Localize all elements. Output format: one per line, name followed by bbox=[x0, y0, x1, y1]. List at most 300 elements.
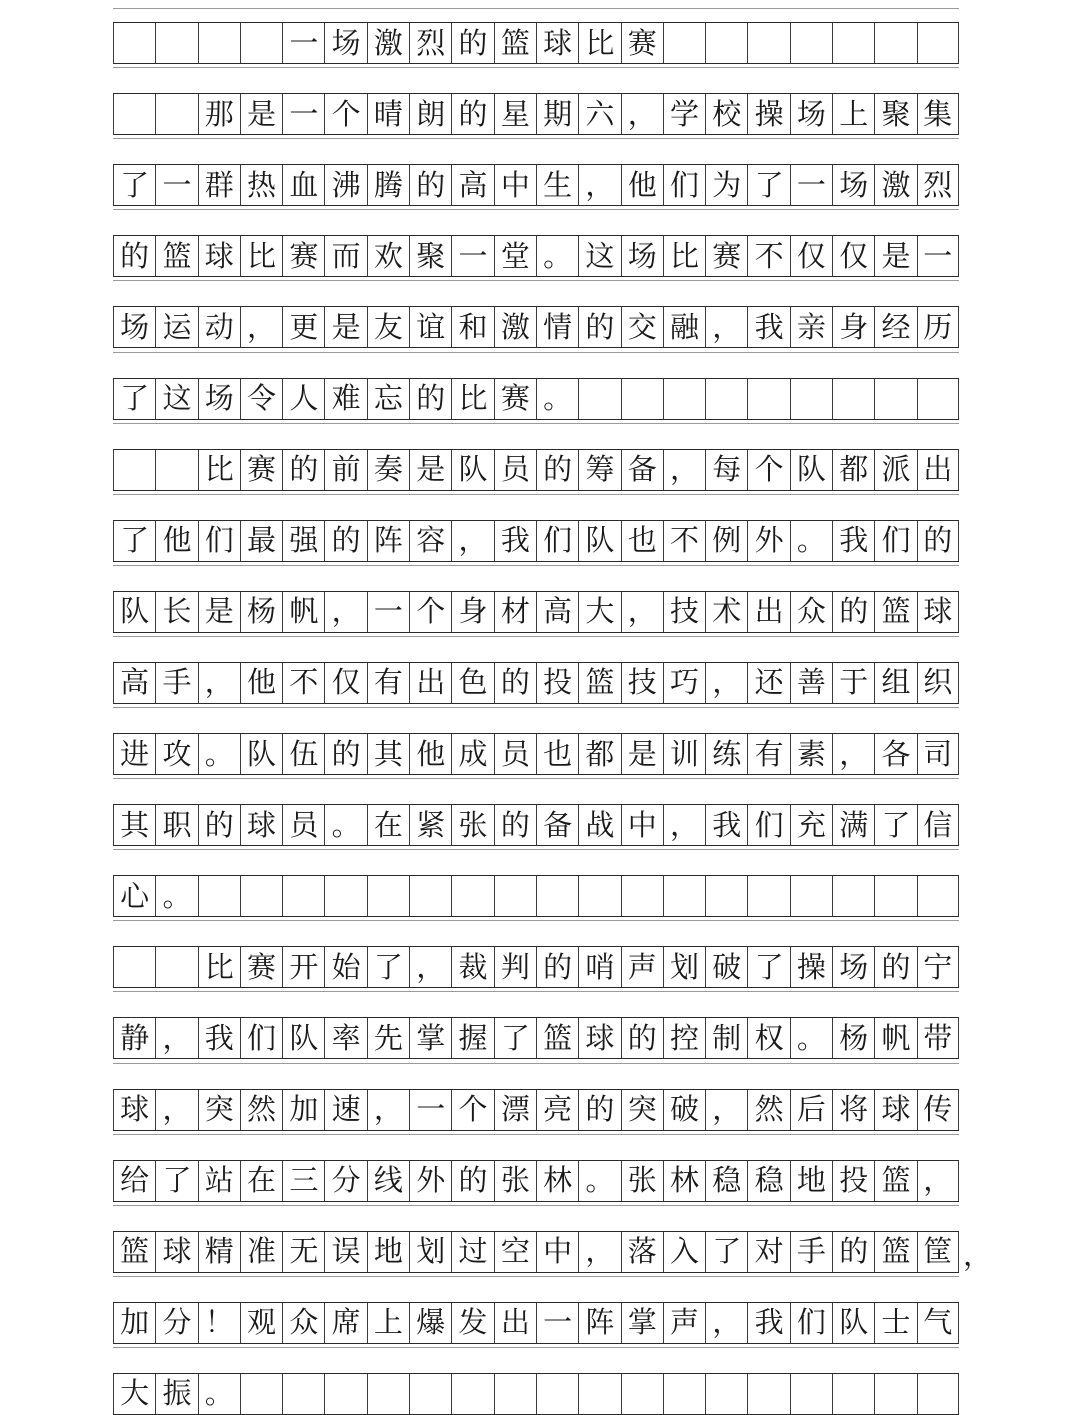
char-cell: 林 bbox=[536, 1161, 578, 1201]
char-cell: 满 bbox=[832, 805, 874, 845]
char-cell: 晴 bbox=[367, 94, 409, 134]
char-cell: 强 bbox=[282, 521, 324, 561]
char-cell: 高 bbox=[113, 663, 155, 703]
char-cell: 帆 bbox=[874, 1018, 916, 1058]
empty-grid-cell bbox=[536, 1374, 578, 1414]
char-cell: 气 bbox=[917, 1303, 959, 1343]
char-cell: 烈 bbox=[917, 165, 959, 205]
char-cell: 赛 bbox=[494, 379, 536, 419]
char-cell: 员 bbox=[494, 734, 536, 774]
char-cell: 最 bbox=[240, 521, 282, 561]
char-cell: 篮 bbox=[494, 23, 536, 63]
char-cell: 静 bbox=[113, 1018, 155, 1058]
char-cell: 了 bbox=[113, 379, 155, 419]
empty-grid-cell bbox=[113, 23, 155, 63]
char-cell: 场 bbox=[113, 307, 155, 347]
char-cell: 掌 bbox=[409, 1018, 451, 1058]
char-cell: 上 bbox=[367, 1303, 409, 1343]
char-cell: 出 bbox=[409, 663, 451, 703]
char-cell: 稳 bbox=[705, 1161, 747, 1201]
char-cell: 大 bbox=[578, 592, 620, 632]
char-cell: 高 bbox=[536, 592, 578, 632]
char-cell: 司 bbox=[917, 734, 959, 774]
char-cell: 历 bbox=[917, 307, 959, 347]
char-cell: 个 bbox=[747, 450, 789, 490]
char-cell: ， bbox=[621, 592, 663, 632]
char-cell: ， bbox=[578, 1232, 620, 1272]
char-cell: 。 bbox=[536, 236, 578, 276]
char-cell: 伍 bbox=[282, 734, 324, 774]
title-row bbox=[113, 22, 959, 64]
text-row bbox=[113, 1089, 959, 1131]
char-cell: 。 bbox=[578, 1161, 620, 1201]
char-cell: 亲 bbox=[790, 307, 832, 347]
char-cell: 成 bbox=[451, 734, 493, 774]
empty-grid-cell bbox=[705, 379, 747, 419]
char-cell: 训 bbox=[663, 734, 705, 774]
char-cell: 队 bbox=[451, 450, 493, 490]
char-cell: 球 bbox=[578, 1018, 620, 1058]
char-cell: 的 bbox=[282, 450, 324, 490]
char-cell: 集 bbox=[917, 94, 959, 134]
char-cell: 林 bbox=[663, 1161, 705, 1201]
char-cell: 阵 bbox=[578, 1303, 620, 1343]
char-cell: 一 bbox=[282, 23, 324, 63]
char-cell: 场 bbox=[621, 236, 663, 276]
empty-grid-cell bbox=[451, 1374, 493, 1414]
char-cell: 场 bbox=[790, 94, 832, 134]
empty-grid-cell bbox=[494, 876, 536, 916]
empty-grid-cell bbox=[874, 1374, 916, 1414]
char-cell: 仅 bbox=[790, 236, 832, 276]
char-cell: 不 bbox=[282, 663, 324, 703]
char-cell: 热 bbox=[240, 165, 282, 205]
empty-grid-cell bbox=[198, 876, 240, 916]
char-cell: 了 bbox=[747, 947, 789, 987]
char-cell: 是 bbox=[324, 307, 366, 347]
char-cell: 材 bbox=[494, 592, 536, 632]
char-cell: 忘 bbox=[367, 379, 409, 419]
char-cell: 分 bbox=[324, 1161, 366, 1201]
text-row bbox=[113, 733, 959, 775]
char-cell: 们 bbox=[663, 165, 705, 205]
char-cell: 了 bbox=[874, 805, 916, 845]
empty-grid-cell bbox=[155, 23, 197, 63]
char-cell: 还 bbox=[747, 663, 789, 703]
char-cell: 宁 bbox=[917, 947, 959, 987]
char-cell: 率 bbox=[324, 1018, 366, 1058]
char-cell: 了 bbox=[367, 947, 409, 987]
char-cell: 是 bbox=[621, 734, 663, 774]
grid-gap-line bbox=[113, 8, 959, 9]
char-cell: ， bbox=[367, 1090, 409, 1130]
char-cell: 操 bbox=[790, 947, 832, 987]
text-row bbox=[113, 1373, 959, 1415]
empty-grid-cell bbox=[282, 876, 324, 916]
empty-grid-cell bbox=[917, 876, 959, 916]
char-cell: 们 bbox=[536, 521, 578, 561]
char-cell: 一 bbox=[367, 592, 409, 632]
char-cell: 聚 bbox=[409, 236, 451, 276]
char-cell: 的 bbox=[324, 521, 366, 561]
char-cell: 高 bbox=[451, 165, 493, 205]
text-row bbox=[113, 235, 959, 277]
char-cell: 比 bbox=[451, 379, 493, 419]
char-cell: 将 bbox=[832, 1090, 874, 1130]
char-cell: 交 bbox=[621, 307, 663, 347]
char-cell: 术 bbox=[705, 592, 747, 632]
char-cell: 备 bbox=[536, 805, 578, 845]
char-cell: 难 bbox=[324, 379, 366, 419]
char-cell: 我 bbox=[747, 1303, 789, 1343]
char-cell: ， bbox=[705, 663, 747, 703]
grid-gap-line bbox=[113, 1063, 959, 1064]
char-cell: 加 bbox=[282, 1090, 324, 1130]
char-cell: 权 bbox=[747, 1018, 789, 1058]
char-cell: 员 bbox=[282, 805, 324, 845]
char-cell: ， bbox=[917, 1161, 959, 1201]
char-cell: 大 bbox=[113, 1374, 155, 1414]
empty-grid-cell bbox=[113, 450, 155, 490]
char-cell: 上 bbox=[832, 94, 874, 134]
char-cell: 我 bbox=[747, 307, 789, 347]
char-cell: 组 bbox=[874, 663, 916, 703]
char-cell: 的 bbox=[324, 734, 366, 774]
char-cell: 的 bbox=[536, 947, 578, 987]
empty-grid-cell bbox=[578, 1374, 620, 1414]
overflow-punctuation: ， bbox=[963, 1237, 993, 1272]
empty-grid-cell bbox=[917, 23, 959, 63]
char-cell: 手 bbox=[155, 663, 197, 703]
composition-grid-paper bbox=[113, 0, 993, 1411]
char-cell: 篮 bbox=[155, 236, 197, 276]
char-cell: 操 bbox=[747, 94, 789, 134]
char-cell: 激 bbox=[367, 23, 409, 63]
char-cell: 技 bbox=[663, 592, 705, 632]
char-cell: 球 bbox=[536, 23, 578, 63]
empty-grid-cell bbox=[747, 23, 789, 63]
char-cell: 备 bbox=[621, 450, 663, 490]
char-cell: 了 bbox=[155, 1161, 197, 1201]
char-cell: 色 bbox=[451, 663, 493, 703]
char-cell: 球 bbox=[113, 1090, 155, 1130]
char-cell: 们 bbox=[874, 521, 916, 561]
char-cell: 的 bbox=[917, 521, 959, 561]
char-cell: 烈 bbox=[409, 23, 451, 63]
char-cell: ， bbox=[621, 94, 663, 134]
char-cell: 六 bbox=[578, 94, 620, 134]
grid-gap-line bbox=[113, 636, 959, 637]
empty-grid-cell bbox=[367, 876, 409, 916]
char-cell: ， bbox=[705, 1090, 747, 1130]
char-cell: 腾 bbox=[367, 165, 409, 205]
char-cell: 外 bbox=[747, 521, 789, 561]
char-cell: 令 bbox=[240, 379, 282, 419]
char-cell: 的 bbox=[451, 1161, 493, 1201]
char-cell: 了 bbox=[113, 521, 155, 561]
empty-grid-cell bbox=[240, 23, 282, 63]
char-cell: 的 bbox=[874, 947, 916, 987]
char-cell: 激 bbox=[874, 165, 916, 205]
char-cell: 篮 bbox=[536, 1018, 578, 1058]
char-cell: 一 bbox=[155, 165, 197, 205]
char-cell: 都 bbox=[832, 450, 874, 490]
char-cell: 亮 bbox=[536, 1090, 578, 1130]
char-cell: 了 bbox=[747, 165, 789, 205]
char-cell: 有 bbox=[747, 734, 789, 774]
text-row bbox=[113, 1231, 959, 1273]
empty-grid-cell bbox=[282, 1374, 324, 1414]
grid-gap-line bbox=[113, 209, 959, 210]
empty-grid-cell bbox=[874, 876, 916, 916]
char-cell: 那 bbox=[198, 94, 240, 134]
char-cell: 在 bbox=[240, 1161, 282, 1201]
char-cell: 队 bbox=[240, 734, 282, 774]
char-cell: 激 bbox=[494, 307, 536, 347]
char-cell: 而 bbox=[324, 236, 366, 276]
empty-grid-cell bbox=[705, 876, 747, 916]
char-cell: 地 bbox=[790, 1161, 832, 1201]
char-cell: 。 bbox=[790, 1018, 832, 1058]
char-cell: 准 bbox=[240, 1232, 282, 1272]
char-cell: 队 bbox=[282, 1018, 324, 1058]
char-cell: 不 bbox=[747, 236, 789, 276]
text-row bbox=[113, 946, 959, 988]
char-cell: 他 bbox=[155, 521, 197, 561]
char-cell: 比 bbox=[578, 23, 620, 63]
char-cell: 这 bbox=[155, 379, 197, 419]
char-cell: ， bbox=[409, 947, 451, 987]
char-cell: 他 bbox=[621, 165, 663, 205]
text-row bbox=[113, 93, 959, 135]
char-cell: 个 bbox=[409, 592, 451, 632]
empty-grid-cell bbox=[747, 379, 789, 419]
char-cell: 篮 bbox=[113, 1232, 155, 1272]
char-cell: 张 bbox=[451, 805, 493, 845]
char-cell: 篮 bbox=[874, 592, 916, 632]
char-cell: 发 bbox=[451, 1303, 493, 1343]
char-cell: 破 bbox=[705, 947, 747, 987]
char-cell: 的 bbox=[451, 94, 493, 134]
char-cell: 都 bbox=[578, 734, 620, 774]
text-row bbox=[113, 875, 959, 917]
empty-grid-cell bbox=[578, 876, 620, 916]
char-cell: 我 bbox=[494, 521, 536, 561]
text-row bbox=[113, 1160, 959, 1202]
text-row bbox=[113, 378, 959, 420]
grid-gap-line bbox=[113, 494, 959, 495]
char-cell: 篮 bbox=[874, 1232, 916, 1272]
char-cell: 一 bbox=[451, 236, 493, 276]
char-cell: 场 bbox=[198, 379, 240, 419]
char-cell: 中 bbox=[621, 805, 663, 845]
char-cell: 投 bbox=[536, 663, 578, 703]
empty-grid-cell bbox=[790, 1374, 832, 1414]
char-cell: 划 bbox=[663, 947, 705, 987]
empty-grid-cell bbox=[747, 876, 789, 916]
char-cell: 有 bbox=[367, 663, 409, 703]
char-cell: 中 bbox=[536, 1232, 578, 1272]
grid-gap-line bbox=[113, 352, 959, 353]
char-cell: 三 bbox=[282, 1161, 324, 1201]
char-cell: 误 bbox=[324, 1232, 366, 1272]
char-cell: 为 bbox=[705, 165, 747, 205]
empty-grid-cell bbox=[494, 1374, 536, 1414]
char-cell: 线 bbox=[367, 1161, 409, 1201]
char-cell: 众 bbox=[282, 1303, 324, 1343]
char-cell: 的 bbox=[198, 805, 240, 845]
char-cell: 和 bbox=[451, 307, 493, 347]
char-cell: 队 bbox=[832, 1303, 874, 1343]
empty-grid-cell bbox=[451, 876, 493, 916]
char-cell: 无 bbox=[282, 1232, 324, 1272]
empty-grid-cell bbox=[663, 23, 705, 63]
char-cell: 杨 bbox=[240, 592, 282, 632]
text-row bbox=[113, 449, 959, 491]
char-cell: 动 bbox=[198, 307, 240, 347]
char-cell: 技 bbox=[621, 663, 663, 703]
char-cell: 入 bbox=[663, 1232, 705, 1272]
char-cell: 精 bbox=[198, 1232, 240, 1272]
empty-grid-cell bbox=[578, 379, 620, 419]
char-cell: 紧 bbox=[409, 805, 451, 845]
char-cell: 空 bbox=[494, 1232, 536, 1272]
grid-gap-line bbox=[113, 1347, 959, 1348]
empty-grid-cell bbox=[409, 876, 451, 916]
char-cell: 战 bbox=[578, 805, 620, 845]
char-cell: 身 bbox=[832, 307, 874, 347]
char-cell: 一 bbox=[790, 165, 832, 205]
char-cell: 篮 bbox=[874, 1161, 916, 1201]
char-cell: 赛 bbox=[282, 236, 324, 276]
char-cell: 场 bbox=[832, 165, 874, 205]
empty-grid-cell bbox=[113, 94, 155, 134]
char-cell: 判 bbox=[494, 947, 536, 987]
char-cell: 情 bbox=[536, 307, 578, 347]
char-cell: 群 bbox=[198, 165, 240, 205]
char-cell: 爆 bbox=[409, 1303, 451, 1343]
char-cell: 赛 bbox=[240, 450, 282, 490]
char-cell: 我 bbox=[198, 1018, 240, 1058]
char-cell: 充 bbox=[790, 805, 832, 845]
char-cell: 开 bbox=[282, 947, 324, 987]
grid-gap-line bbox=[113, 138, 959, 139]
char-cell: 中 bbox=[494, 165, 536, 205]
char-cell: 是 bbox=[874, 236, 916, 276]
char-cell: 的 bbox=[451, 23, 493, 63]
text-row bbox=[113, 591, 959, 633]
char-cell: 个 bbox=[451, 1090, 493, 1130]
empty-grid-cell bbox=[324, 876, 366, 916]
text-row bbox=[113, 662, 959, 704]
char-cell: 然 bbox=[747, 1090, 789, 1130]
char-cell: 漂 bbox=[494, 1090, 536, 1130]
char-cell: 的 bbox=[494, 805, 536, 845]
char-cell: 地 bbox=[367, 1232, 409, 1272]
char-cell: 派 bbox=[874, 450, 916, 490]
empty-grid-cell bbox=[747, 1374, 789, 1414]
char-cell: 赛 bbox=[240, 947, 282, 987]
char-cell: 了 bbox=[705, 1232, 747, 1272]
char-cell: 比 bbox=[240, 236, 282, 276]
char-cell: 经 bbox=[874, 307, 916, 347]
empty-grid-cell bbox=[832, 23, 874, 63]
char-cell: 也 bbox=[536, 734, 578, 774]
char-cell: 仅 bbox=[324, 663, 366, 703]
empty-grid-cell bbox=[240, 1374, 282, 1414]
grid-gap-line bbox=[113, 1134, 959, 1135]
char-cell: 球 bbox=[917, 592, 959, 632]
char-cell: 更 bbox=[282, 307, 324, 347]
text-row bbox=[113, 520, 959, 562]
char-cell: 们 bbox=[790, 1303, 832, 1343]
char-cell: 攻 bbox=[155, 734, 197, 774]
char-cell: 过 bbox=[451, 1232, 493, 1272]
empty-grid-cell bbox=[155, 947, 197, 987]
empty-grid-cell bbox=[240, 876, 282, 916]
char-cell: 划 bbox=[409, 1232, 451, 1272]
char-cell: 投 bbox=[832, 1161, 874, 1201]
char-cell: 的 bbox=[832, 592, 874, 632]
char-cell: 突 bbox=[621, 1090, 663, 1130]
char-cell: ， bbox=[155, 1018, 197, 1058]
empty-grid-cell bbox=[917, 379, 959, 419]
empty-grid-cell bbox=[663, 876, 705, 916]
char-cell: 球 bbox=[155, 1232, 197, 1272]
char-cell: 期 bbox=[536, 94, 578, 134]
text-row bbox=[113, 1302, 959, 1344]
char-cell: 士 bbox=[874, 1303, 916, 1343]
char-cell: 每 bbox=[705, 450, 747, 490]
grid-gap-line bbox=[113, 707, 959, 708]
empty-grid-cell bbox=[874, 23, 916, 63]
char-cell: 始 bbox=[324, 947, 366, 987]
char-cell: 聚 bbox=[874, 94, 916, 134]
char-cell: 给 bbox=[113, 1161, 155, 1201]
char-cell: 是 bbox=[409, 450, 451, 490]
empty-grid-cell bbox=[832, 1374, 874, 1414]
char-cell: 席 bbox=[324, 1303, 366, 1343]
grid-gap-line bbox=[113, 991, 959, 992]
char-cell: 善 bbox=[790, 663, 832, 703]
text-row bbox=[113, 804, 959, 846]
char-cell: 哨 bbox=[578, 947, 620, 987]
char-cell: 球 bbox=[874, 1090, 916, 1130]
char-cell: 。 bbox=[198, 734, 240, 774]
char-cell: 的 bbox=[409, 379, 451, 419]
char-cell: 掌 bbox=[621, 1303, 663, 1343]
char-cell: 然 bbox=[240, 1090, 282, 1130]
grid-gap-line bbox=[113, 849, 959, 850]
empty-grid-cell bbox=[663, 379, 705, 419]
char-cell: 心 bbox=[113, 876, 155, 916]
char-cell: ， bbox=[324, 592, 366, 632]
text-row bbox=[113, 1017, 959, 1059]
empty-grid-cell bbox=[874, 379, 916, 419]
char-cell: 血 bbox=[282, 165, 324, 205]
char-cell: 队 bbox=[790, 450, 832, 490]
char-cell: 巧 bbox=[663, 663, 705, 703]
char-cell: 友 bbox=[367, 307, 409, 347]
char-cell: 奏 bbox=[367, 450, 409, 490]
char-cell: 队 bbox=[113, 592, 155, 632]
char-cell: 于 bbox=[832, 663, 874, 703]
char-cell: 容 bbox=[409, 521, 451, 561]
char-cell: 的 bbox=[409, 165, 451, 205]
grid-gap-line bbox=[113, 778, 959, 779]
text-row bbox=[113, 164, 959, 206]
char-cell: 观 bbox=[240, 1303, 282, 1343]
